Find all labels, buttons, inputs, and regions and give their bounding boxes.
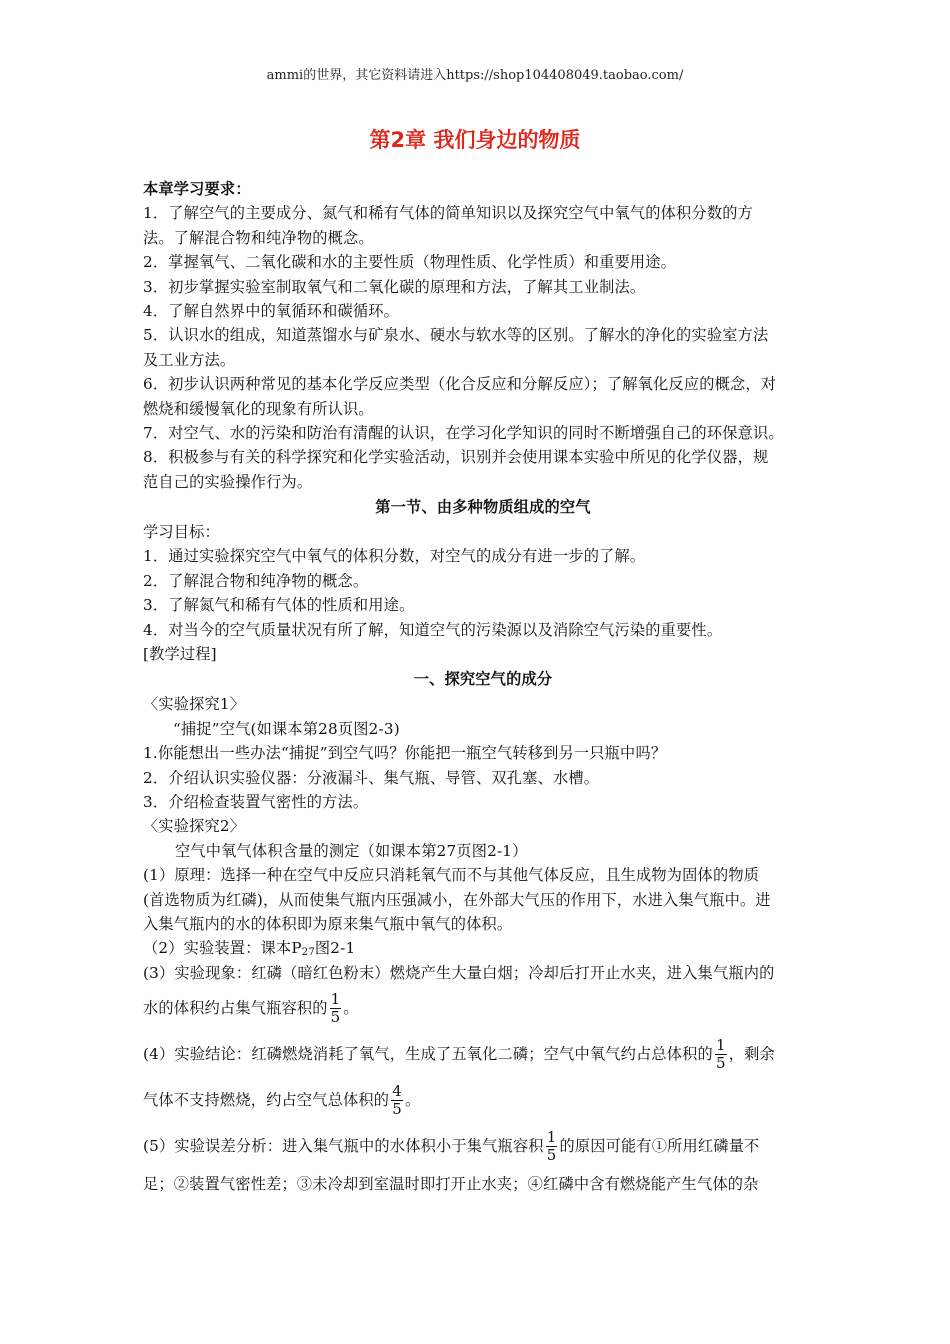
requirements-heading: 本章学习要求： [143, 180, 251, 198]
fraction-denominator: 5 [392, 1099, 402, 1118]
page-header: ammi的世界，其它资料请进入https://shop104408049.taobao.com/ [266, 68, 684, 83]
error-text: (5）实验误差分析：进入集气瓶中的水体积小于集气瓶容积 [143, 1136, 544, 1155]
fraction-denominator: 5 [715, 1053, 726, 1072]
requirement-line: 4．了解自然界中的氧循环和碳循环。 [143, 301, 400, 320]
experiment-1-title: “捕捉”空气(如课本第28页图2-3) [173, 719, 400, 738]
objective-line: 1．通过实验探究空气中氧气的体积分数，对空气的成分有进一步的了解。 [143, 547, 646, 566]
fraction-denominator: 5 [330, 1007, 341, 1026]
phenomenon-end: 。 [343, 998, 359, 1017]
objective-line: 3．了解氮气和稀有气体的性质和用途。 [143, 596, 415, 615]
requirement-line: 燃烧和缓慢氧化的现象有所认识。 [143, 399, 374, 418]
conclusion-end: 。 [404, 1090, 421, 1109]
apparatus-line [143, 936, 823, 960]
requirement-line: 及工业方法。 [143, 350, 236, 369]
section-heading: 第一节、由多种物质组成的空气 [375, 498, 591, 517]
requirement-line: 1．了解空气的主要成分、氮气和稀有气体的简单知识以及探究空气中氧气的体积分数的方 [143, 204, 753, 223]
conclusion-text: (4）实验结论：红磷燃烧消耗了氧气，生成了五氧化二磷；空气中氧气约占总体积的 [143, 1044, 713, 1063]
conclusion-line-1 [143, 1031, 823, 1077]
objectives-label: 学习目标： [143, 523, 220, 542]
requirement-line: 5．认识水的组成，知道蒸馏水与矿泉水、硬水与软水等的区别。了解水的净化的实验室方法 [143, 326, 769, 345]
requirement-line: 3．初步掌握实验室制取氧气和二氧化碳的原理和方法，了解其工业制法。 [143, 277, 646, 296]
requirement-line: 6．初步认识两种常见的基本化学反应类型（化合反应和分解反应）；了解氧化反应的概念，对 [143, 375, 777, 394]
phenomenon-text: 水的体积约占集气瓶容积的 [143, 998, 328, 1017]
fraction-denominator: 5 [546, 1145, 557, 1164]
apparatus-tail: 图2-1 [314, 939, 356, 958]
fraction-one-fifth [330, 991, 342, 1026]
experiment-1-label: 〈实验探究1〉 [143, 695, 246, 714]
experiment-1-line: 1.你能想出一些办法“捕捉”到空气吗？你能把一瓶空气转移到另一只瓶中吗？ [143, 744, 667, 763]
experiment-2-label: 〈实验探究2〉 [143, 817, 246, 836]
experiment-1-line: 3．介绍检查装置气密性的方法。 [143, 792, 369, 811]
fraction-four-fifths [391, 1083, 403, 1118]
process-label: [教学过程] [143, 645, 217, 664]
conclusion-line-2 [143, 1077, 823, 1123]
part-heading: 一、探究空气的成分 [413, 670, 553, 689]
principle-line: 入集气瓶内的水的体积即为原来集气瓶中氧气的体积。 [143, 914, 513, 933]
phenomenon-line: (3）实验现象：红磷（暗红色粉末）燃烧产生大量白烟；冷却后打开止水夹，进入集气瓶内的 [143, 963, 775, 982]
apparatus-text: （2）实验装置：课本P [143, 939, 302, 958]
requirement-line: 范自己的实验操作行为。 [143, 472, 313, 491]
fraction-numerator: 1 [715, 1035, 726, 1054]
apparatus-page-sub: 27 [301, 947, 315, 959]
requirement-line: 法。了解混合物和纯净物的概念。 [143, 228, 374, 247]
requirement-line: 7．对空气、水的污染和防治有清醒的认识，在学习化学知识的同时不断增强自己的环保意识。 [143, 423, 784, 442]
objective-line: 4．对当今的空气质量状况有所了解，知道空气的污染源以及消除空气污染的重要性。 [143, 620, 723, 639]
error-line-1 [143, 1123, 823, 1169]
requirement-line: 8．积极参与有关的科学探究和化学实验活动，识别并会使用课本实验中所见的化学仪器，规 [143, 448, 769, 467]
chapter-title: 第2章 我们身边的物质 [369, 128, 581, 152]
principle-line: (1）原理：选择一种在空气中反应只消耗氧气而不与其他气体反应，且生成物为固体的物质 [143, 866, 760, 885]
experiment-2-title: 空气中氧气体积含量的测定（如课本第27页图2-1） [175, 841, 528, 860]
fraction-one-fifth [715, 1037, 727, 1072]
error-text-tail: 的原因可能有①所用红磷量不 [559, 1136, 760, 1155]
fraction-one-fifth [546, 1129, 558, 1164]
document-body [143, 177, 823, 1199]
fraction-numerator: 1 [546, 1127, 557, 1146]
requirement-line: 2．掌握氧气、二氧化碳和水的主要性质（物理性质、化学性质）和重要用途。 [143, 253, 677, 272]
fraction-numerator: 1 [330, 989, 341, 1008]
conclusion-text-2: 气体不支持燃烧，约占空气总体积的 [143, 1090, 390, 1109]
fraction-numerator: 4 [392, 1081, 402, 1100]
phenomenon-line-fraction [143, 985, 823, 1031]
objective-line: 2．了解混合物和纯净物的概念。 [143, 571, 369, 590]
principle-line: (首选物质为红磷)，从而使集气瓶内压强减小，在外部大气压的作用下，水进入集气瓶中。进 [143, 890, 771, 909]
experiment-1-line: 2．介绍认识实验仪器：分液漏斗、集气瓶、导管、双孔塞、水槽。 [143, 768, 600, 787]
error-line-2: 足；②装置气密性差；③未冷却到室温时即打开止水夹；④红磷中含有燃烧能产生气体的杂 [143, 1175, 759, 1194]
conclusion-text-tail: ，剩余 [728, 1044, 775, 1063]
